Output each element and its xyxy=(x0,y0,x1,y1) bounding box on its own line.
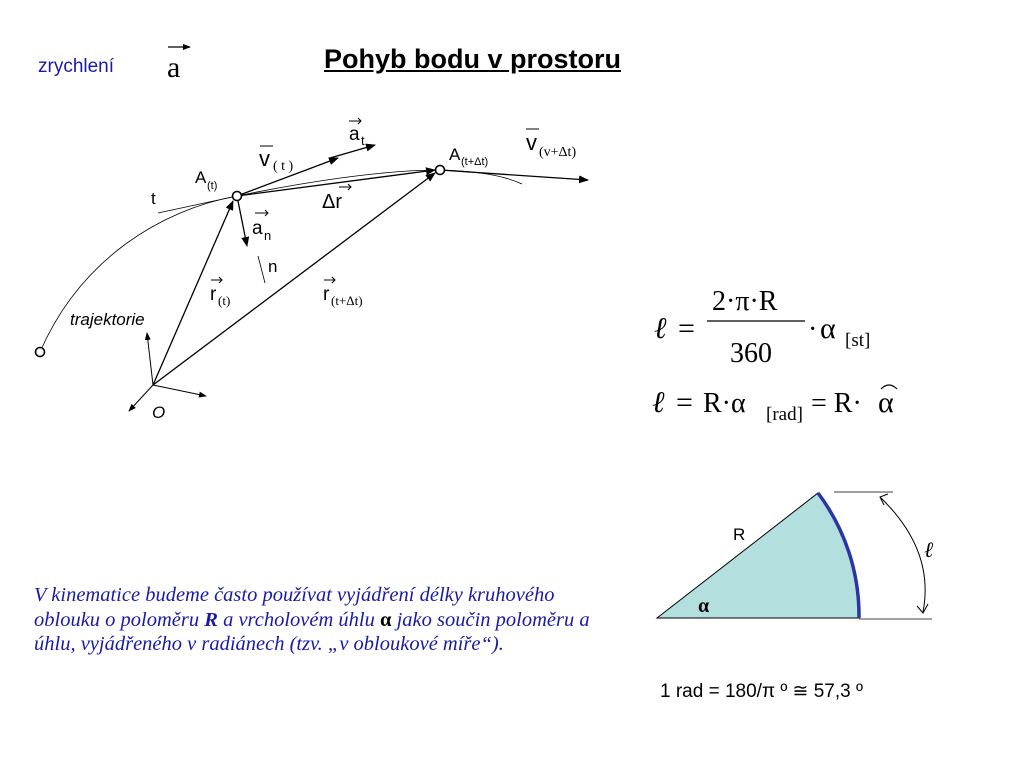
label-a-t-sub: t xyxy=(361,133,365,148)
tangential-accel-vector xyxy=(330,145,375,158)
slide-subtitle: zrychlení xyxy=(38,56,115,77)
label-r-t: r xyxy=(210,284,217,305)
slide-title: Pohyb bodu v prostoru xyxy=(324,44,621,74)
para-R: R xyxy=(204,608,218,631)
formula1-ell: ℓ xyxy=(654,312,667,345)
label-r-tdt: r xyxy=(323,284,330,305)
formula1-alpha: α xyxy=(820,312,836,345)
label-delta-r: Δr xyxy=(322,191,343,213)
coordinate-axes xyxy=(129,333,206,411)
normal-accel-vector xyxy=(237,196,247,246)
para-text-3: jako součin poloměru a úhlu, vyjádřeného v radiánech (tzv. „v obloukové míře“). xyxy=(34,608,590,655)
label-A-tdt: A xyxy=(449,145,461,164)
trajectory-start-point xyxy=(36,348,45,357)
label-A-t: A xyxy=(195,168,207,187)
label-A-t-sub: (t) xyxy=(207,180,218,192)
label-A-tdt-sub: (t+Δt) xyxy=(461,156,489,168)
formula2-sub-rad: [rad] xyxy=(766,404,803,425)
velocity-vector-tdt xyxy=(440,170,588,180)
sector-ell-label: ℓ xyxy=(924,537,934,562)
point-A-tdt xyxy=(436,166,445,175)
label-a-n: a xyxy=(252,218,263,239)
label-v-t: v xyxy=(259,146,270,171)
formula1-sub-st: [st] xyxy=(845,330,871,351)
rad-conversion: 1 rad = 180/π º ≅ 57,3 º xyxy=(660,681,863,702)
svg-text:·: · xyxy=(808,314,818,345)
explanation-paragraph xyxy=(34,583,614,657)
accel-vector-symbol xyxy=(167,47,190,84)
point-A-t xyxy=(233,192,242,201)
formula2-part-a: R·α xyxy=(703,388,746,419)
para-text-1: V kinematice budeme často používat vyjádření délky kruhového oblouku o poloměru xyxy=(34,584,555,631)
para-text-2: a vrcholovém úhlu xyxy=(217,608,380,631)
para-alpha: α xyxy=(380,608,392,631)
formula2-eq: = xyxy=(676,386,693,419)
formula1-numerator: 2·π·R xyxy=(712,286,778,317)
label-a-t: a xyxy=(349,124,360,145)
formula2-alpha-hat: α xyxy=(878,386,894,419)
normal-line xyxy=(258,256,265,283)
formula2-ell: ℓ xyxy=(652,386,665,419)
label-r-t-sub: (t) xyxy=(218,293,231,308)
label-v-vdt-sub: (v+Δt) xyxy=(539,145,577,160)
formula-block xyxy=(652,286,897,425)
label-tangent-t: t xyxy=(151,189,156,208)
formula2-part-b: = R· xyxy=(811,388,862,419)
label-a-n-sub: n xyxy=(264,228,272,243)
label-r-tdt-sub: (t+Δt) xyxy=(331,293,363,308)
formula1-eq: = xyxy=(678,312,695,345)
tangent-line xyxy=(158,196,237,213)
label-origin: O xyxy=(152,403,166,422)
label-trajectory: trajektorie xyxy=(70,310,145,329)
label-normal-n: n xyxy=(268,257,278,276)
sector-alpha-label: α xyxy=(698,595,710,617)
accel-symbol-text: a xyxy=(167,51,181,84)
sector-figure xyxy=(657,492,934,619)
sector-R-label: R xyxy=(733,525,746,544)
label-v-t-sub: ( t ) xyxy=(273,159,294,174)
label-v-vdt: v xyxy=(526,130,537,155)
formula1-denominator: 360 xyxy=(730,338,772,369)
